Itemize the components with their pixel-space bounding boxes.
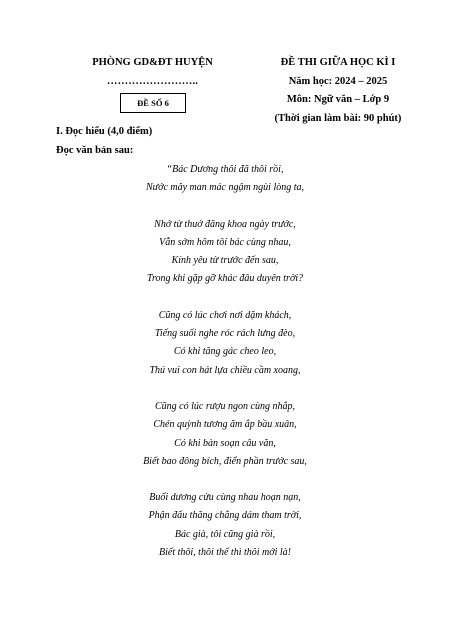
- poem-verse: Kính yêu từ trước đến sau,: [171, 255, 279, 267]
- header-right: [258, 54, 418, 128]
- poem-verse: “Bác Dương thôi đã thôi rồi,: [166, 164, 284, 175]
- exam-code-box: ĐỀ SỐ 6: [120, 93, 186, 113]
- poem-verse: Có khi tăng gác cheo leo,: [173, 346, 277, 358]
- district-dots: ……………………..: [106, 75, 199, 87]
- exam-time: (Thời gian làm bài: 90 phút): [274, 112, 402, 124]
- poem-verse: Nhớ từ thuở đăng khoa ngày trước,: [154, 218, 296, 230]
- section-title: I. Đọc hiểu (4,0 điểm): [56, 126, 153, 137]
- poem-verse: Cũng có lúc chơi nơi dặm khách,: [158, 309, 292, 321]
- exam-title: ĐỀ THI GIỮA HỌC KÌ I: [280, 57, 396, 68]
- school-year: Năm học: 2024 – 2025: [288, 75, 388, 87]
- poem-verse: Nước mây man mác ngậm ngùi lòng ta,: [146, 182, 304, 194]
- poem-verse: Cũng có lúc rượu ngon cùng nhắp,: [155, 400, 295, 412]
- poem-stanza: [75, 489, 375, 562]
- poem-verse: Có khi bàn soạn câu văn,: [174, 437, 276, 449]
- poem-verse: Vẫn sớm hôm tôi bác cùng nhau,: [159, 236, 291, 248]
- poem-verse: Biết thôi, thôi thế thì thôi mới là!: [159, 547, 291, 559]
- poem-stanza: [75, 398, 375, 471]
- poem-stanza: [75, 307, 375, 380]
- section-instruction: Đọc văn bản sau:: [56, 145, 134, 156]
- poem-verse: Chén quỳnh tương ăm ắp bầu xuân,: [153, 419, 297, 431]
- poem-verse: Tiếng suối nghe róc rách lưng đèo,: [154, 328, 296, 340]
- poem-stanza: [75, 161, 375, 198]
- poem: [75, 161, 375, 580]
- header-left: [60, 54, 245, 91]
- department-name: PHÒNG GD&ĐT HUYỆN: [92, 57, 213, 68]
- poem-stanza: [75, 216, 375, 289]
- poem-verse: Trong khi gặp gỡ khác đâu duyên trời?: [146, 273, 304, 285]
- subject: Môn: Ngữ văn – Lớp 9: [286, 94, 390, 105]
- poem-verse: Buổi dương cửu cùng nhau hoạn nạn,: [149, 492, 301, 504]
- poem-verse: Biết bao đông bích, điển phần trước sau,: [143, 455, 307, 467]
- poem-verse: Bác già, tôi cũng già rồi,: [174, 528, 276, 540]
- poem-verse: Phận đấu thăng chẳng dám tham trời,: [148, 510, 302, 522]
- poem-verse: Thú vui con hát lựa chiều cầm xoang,: [149, 364, 301, 376]
